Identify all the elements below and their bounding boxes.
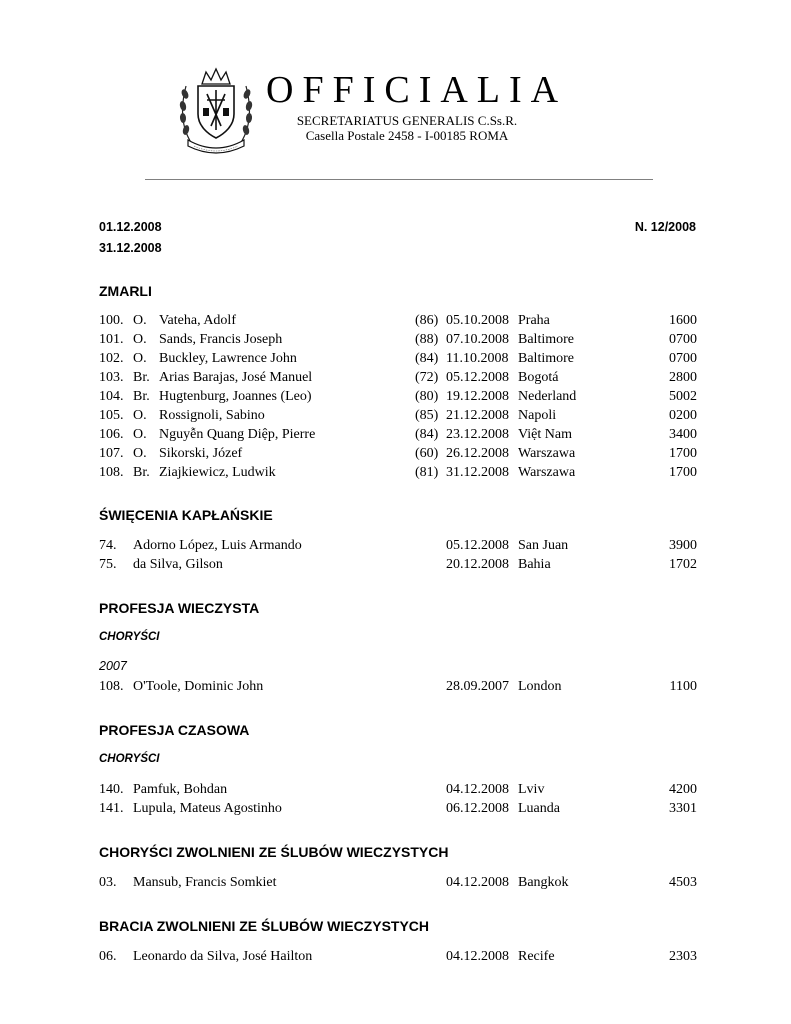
entry-name: Adorno López, Luis Armando xyxy=(133,538,302,553)
entry-code: 0200 xyxy=(669,408,697,423)
entry-title: Br. xyxy=(133,370,150,385)
entry-code: 2303 xyxy=(669,949,697,964)
section-heading-profesja-wieczysta: PROFESJA WIECZYSTA xyxy=(99,600,260,616)
entry-number: 141. xyxy=(99,801,124,816)
entry-date: 05.12.2008 xyxy=(446,538,509,553)
table-row xyxy=(0,426,791,445)
entry-name: da Silva, Gilson xyxy=(133,557,223,572)
entry-title: O. xyxy=(133,408,147,423)
entry-place: Warszawa xyxy=(518,465,576,480)
entry-code: 3301 xyxy=(669,801,697,816)
entry-title: O. xyxy=(133,427,147,442)
table-row xyxy=(0,678,791,697)
entry-code: 5002 xyxy=(669,389,697,404)
entry-code: 1702 xyxy=(669,557,697,572)
section-heading-swiecenia: ŚWIĘCENIA KAPŁAŃSKIE xyxy=(99,507,273,523)
entry-name: Nguyễn Quang Diệp, Pierre xyxy=(159,427,316,442)
entry-age: (72) xyxy=(415,370,439,385)
entry-number: 100. xyxy=(99,313,124,328)
table-row xyxy=(0,331,791,350)
entry-name: Lupula, Mateus Agostinho xyxy=(133,801,282,816)
entry-number: 108. xyxy=(99,465,124,480)
crest-emblem-icon xyxy=(176,64,256,154)
entry-code: 2800 xyxy=(669,370,697,385)
entry-age: (80) xyxy=(415,389,439,404)
entry-age: (60) xyxy=(415,446,439,461)
entry-name: Ziajkiewicz, Ludwik xyxy=(159,465,276,480)
section-heading-profesja-czasowa: PROFESJA CZASOWA xyxy=(99,722,250,738)
entry-title: O. xyxy=(133,313,147,328)
table-row xyxy=(0,445,791,464)
section-heading-chorysci-zwolnieni: CHORYŚCI ZWOLNIENI ZE ŚLUBÓW WIECZYSTYCH xyxy=(99,844,449,860)
entry-date: 31.12.2008 xyxy=(446,465,509,480)
date-to: 31.12.2008 xyxy=(99,241,162,255)
entry-title: Br. xyxy=(133,465,150,480)
entry-code: 1700 xyxy=(669,465,697,480)
entry-place: Warszawa xyxy=(518,446,576,461)
table-row xyxy=(0,800,791,819)
entry-date: 11.10.2008 xyxy=(446,351,509,366)
entry-date: 28.09.2007 xyxy=(446,679,509,694)
entry-title: O. xyxy=(133,446,147,461)
entry-place: Napoli xyxy=(518,408,557,423)
entry-number: 03. xyxy=(99,875,117,890)
entry-place: Bangkok xyxy=(518,875,569,890)
entry-age: (84) xyxy=(415,351,439,366)
entry-number: 140. xyxy=(99,782,124,797)
table-row xyxy=(0,781,791,800)
entry-name: Sikorski, Józef xyxy=(159,446,243,461)
entry-name: Hugtenburg, Joannes (Leo) xyxy=(159,389,312,404)
secretariat-name: SECRETARIATUS GENERALIS C.Ss.R. xyxy=(296,113,518,128)
entry-code: 1600 xyxy=(669,313,697,328)
entry-age: (85) xyxy=(415,408,439,423)
entry-name: Leonardo da Silva, José Hailton xyxy=(133,949,313,964)
entry-place: Bahia xyxy=(518,557,551,572)
entry-name: Vateha, Adolf xyxy=(159,313,236,328)
entry-name: Sands, Francis Joseph xyxy=(159,332,283,347)
table-row xyxy=(0,388,791,407)
entry-code: 1100 xyxy=(669,679,697,694)
entry-place: Việt Nam xyxy=(518,427,572,442)
entry-place: Lviv xyxy=(518,782,545,797)
publication-title: OFFICIALIA xyxy=(266,69,568,111)
table-row xyxy=(0,369,791,388)
year-label: 2007 xyxy=(99,659,127,673)
entry-name: Mansub, Francis Somkiet xyxy=(133,875,277,890)
entry-place: Recife xyxy=(518,949,555,964)
entry-date: 21.12.2008 xyxy=(446,408,509,423)
entry-code: 1700 xyxy=(669,446,697,461)
entry-place: Nederland xyxy=(518,389,577,404)
entry-name: Buckley, Lawrence John xyxy=(159,351,297,366)
entry-age: (84) xyxy=(415,427,439,442)
section-heading-bracia-zwolnieni: BRACIA ZWOLNIENI ZE ŚLUBÓW WIECZYSTYCH xyxy=(99,918,430,934)
entry-number: 104. xyxy=(99,389,124,404)
entry-number: 74. xyxy=(99,538,117,553)
entry-code: 3900 xyxy=(669,538,697,553)
table-row xyxy=(0,537,791,556)
entry-age: (88) xyxy=(415,332,439,347)
entry-number: 06. xyxy=(99,949,117,964)
entry-number: 101. xyxy=(99,332,124,347)
entry-date: 26.12.2008 xyxy=(446,446,509,461)
entry-title: Br. xyxy=(133,389,150,404)
table-row xyxy=(0,556,791,575)
entry-title: O. xyxy=(133,351,147,366)
entry-code: 4503 xyxy=(669,875,697,890)
entry-place: San Juan xyxy=(518,538,569,553)
entry-place: Praha xyxy=(518,313,550,328)
entry-date: 23.12.2008 xyxy=(446,427,509,442)
entry-code: 0700 xyxy=(669,332,697,347)
entry-number: 107. xyxy=(99,446,124,461)
table-row xyxy=(0,312,791,331)
table-row xyxy=(0,350,791,369)
entry-number: 105. xyxy=(99,408,124,423)
entry-date: 04.12.2008 xyxy=(446,875,509,890)
entry-place: Baltimore xyxy=(518,332,574,347)
subheading-chorysci: CHORYŚCI xyxy=(99,631,160,643)
entry-place: London xyxy=(518,679,562,694)
entry-date: 05.10.2008 xyxy=(446,313,509,328)
entry-number: 108. xyxy=(99,679,124,694)
entry-place: Luanda xyxy=(518,801,560,816)
issue-number: N. 12/2008 xyxy=(634,220,696,234)
table-row xyxy=(0,464,791,483)
date-from: 01.12.2008 xyxy=(99,220,162,234)
entry-place: Bogotá xyxy=(518,370,559,385)
entry-age: (81) xyxy=(415,465,439,480)
entry-date: 04.12.2008 xyxy=(446,782,509,797)
entry-date: 19.12.2008 xyxy=(446,389,509,404)
entry-code: 3400 xyxy=(669,427,697,442)
entry-place: Baltimore xyxy=(518,351,574,366)
entry-name: Rossignoli, Sabino xyxy=(159,408,265,423)
entry-name: Arias Barajas, José Manuel xyxy=(159,370,313,385)
entry-date: 07.10.2008 xyxy=(446,332,509,347)
table-row xyxy=(0,874,791,893)
header-divider xyxy=(145,179,653,180)
entry-number: 102. xyxy=(99,351,124,366)
entry-date: 06.12.2008 xyxy=(446,801,509,816)
entry-title: O. xyxy=(133,332,147,347)
entry-date: 20.12.2008 xyxy=(446,557,509,572)
entry-name: O'Toole, Dominic John xyxy=(133,679,264,694)
entry-number: 103. xyxy=(99,370,124,385)
entry-number: 75. xyxy=(99,557,117,572)
section-heading-zmarli: ZMARLI xyxy=(99,283,152,299)
table-row xyxy=(0,407,791,426)
table-row xyxy=(0,948,791,967)
entry-name: Pamfuk, Bohdan xyxy=(133,782,228,797)
entry-number: 106. xyxy=(99,427,124,442)
entry-date: 05.12.2008 xyxy=(446,370,509,385)
entry-age: (86) xyxy=(415,313,439,328)
entry-date: 04.12.2008 xyxy=(446,949,509,964)
entry-code: 0700 xyxy=(669,351,697,366)
entry-code: 4200 xyxy=(669,782,697,797)
subheading-chorysci: CHORYŚCI xyxy=(99,753,160,765)
postal-address: Casella Postale 2458 - I-00185 ROMA xyxy=(305,128,509,143)
